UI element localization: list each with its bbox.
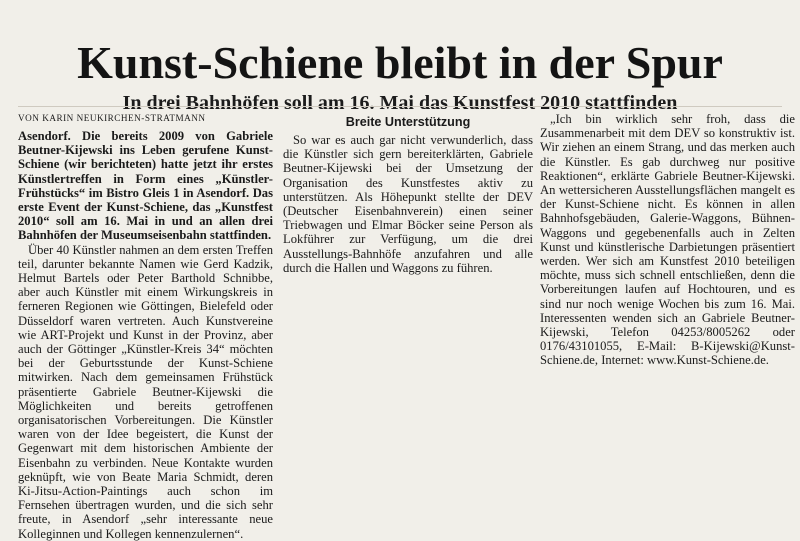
crosshead: Breite Unterstützung (345, 115, 471, 129)
paragraph-2: So war es auch gar nicht verwunderlich, dass die Künstler sich gern bereiterklärten, Gabriele Beutner-Kijewski bei der Umsetzung der Organisation des Kunstfestes aktiv zu unterstützen. Als Höhepunkt stellte der DEV (Deutscher Eisenbahnverein) einen seiner Triebwagen und Elmar Böcker seine Person als Lokführer zur Verfügung, um die drei Ausstellungs-Bahnhöfe anzufahren und alle durch die Hallen und Waggons zu führen. (283, 133, 533, 275)
divider (18, 106, 782, 107)
paragraph-3: „Ich bin wirklich sehr froh, dass die Zusammenarbeit mit dem DEV so konstruktiv ist. Wir ziehen an einem Strang, und das merken auch die Künstler. Es gab durchweg nur positive Reaktionen“, erklärte Gabriele Beutner-Kijewski. An wettersicheren Ausstellungsflächen mangelt es der Kunst-Schiene nicht. Es können in allen Bahnhofsgebäuden, Galerie-Waggons, Bühnen-Waggons und gegebenenfalls auch in Zelten Kunst und künstlerische Darbietungen präsentiert werden. Wer sich am Kunstfest 2010 beteiligen möchte, muss sich schnell entschließen, denn die Vorbereitungen laufen auf Hochtouren, und es sind nur noch wenige Wochen bis zum 16. Mai. Interessenten wenden sich an Gabriele Beutner-Kijewski, Telefon 04253/8005262 oder 0176/43101055, E-Mail: B-Kijewski@Kunst-Schiene.de, Internet: www.Kunst-Schiene.de. (540, 112, 795, 368)
column-3 (540, 112, 795, 438)
column-1 (18, 112, 273, 541)
byline: VON KARIN NEUKIRCHEN-STRATMANN (18, 113, 206, 123)
column-2 (283, 112, 533, 438)
article-body (0, 112, 800, 541)
headline: Kunst-Schiene bleibt in der Spur (77, 36, 723, 88)
paragraph-1 (18, 243, 273, 541)
subheadline: In drei Bahnhöfen soll am 16. Mai das Kunstfest 2010 stattfinden (122, 91, 678, 114)
p1-text: Über 40 Künstler nahmen an dem ersten Treffen teil, darunter bekannte Namen wie Gerd Kadzik, Helmut Bartels oder Peter Barthold Schnibbe, aber auch Künstler mit einem Wirkungskreis in ferneren Regionen wie Göttingen, Bielefeld oder Düsseldorf waren vertreten. Auch Kunstvereine wie ART-Projekt und Kunst in der Provinz, aber auch der Göttinger „Künstler-Kreis 34“ möchten bei der Geburtsstunde der Kunst-Schiene mitwirken. Nach dem gemeinsamen Frühstück präsentierte Gabriele Beutner-Kijewski die Möglichkeiten und bereits getroffenen organisatorischen Vorbereitungen. Die Künstler waren von der Idee begeistert, die Kunst der Gegenwart mit dem historischen Ambiente der Eisenbahn zu verbinden. Neue Kontakte wurden geknüpft, wie von Beate Maria Schmidt, deren Ki-Jitsu-Action-Paintings auch schon im Fernsehen übertragen wurden, und die sich sehr freute, in Asendorf „sehr interessante neue Kolleginnen und Kollegen kennenzulernen“. (18, 242, 273, 541)
lead-paragraph: Asendorf. Die bereits 2009 von Gabriele Beutner-Kijewski ins Leben gerufene Kunst-Schiene (wir berichteten) hatte jetzt ihr erstes Künstlertreffen in Form eines „Künstler-Frühstücks“ im Bistro Gleis 1 in Asendorf. Das erste Event der Kunst-Schiene, das „Kunstfest 2010“ soll am 16. Mai in und an allen drei Bahnhöfen der Museumseisenbahn stattfinden. (18, 129, 273, 243)
